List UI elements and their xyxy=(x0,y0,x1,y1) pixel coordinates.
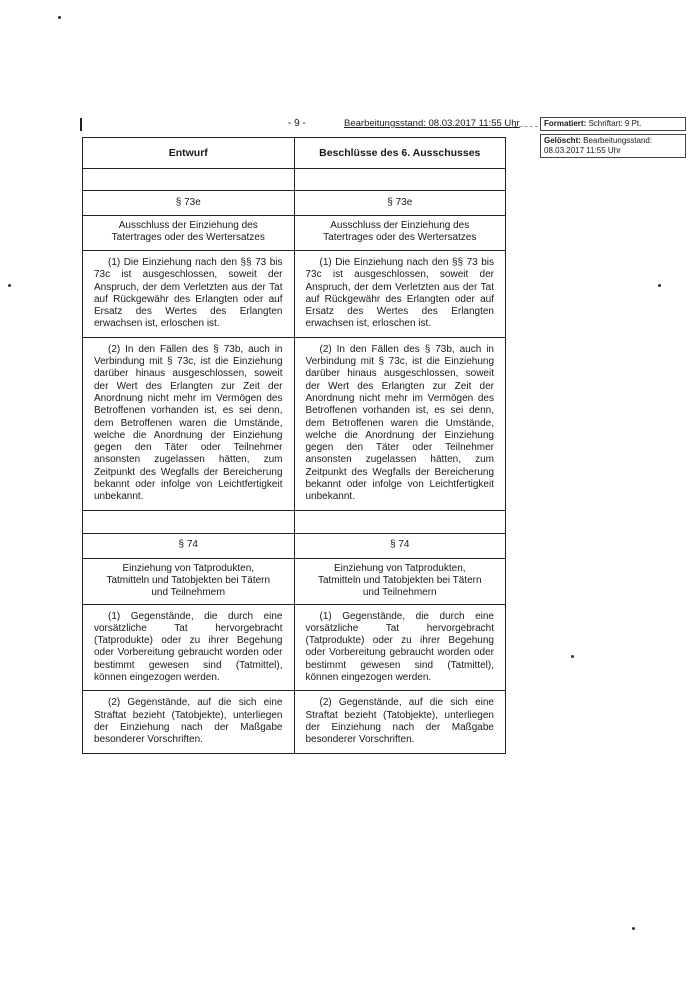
paragraph-text: (2) Gegenstände, auf die sich eine Straftat bezieht (Tatobjekte), unterliegen der Einziehung nach der Maßgabe besonderer Vorschriften. xyxy=(294,691,506,753)
column-header-beschluesse: Beschlüsse des 6. Ausschusses xyxy=(294,138,506,169)
synopsis-table xyxy=(82,137,506,754)
margin-note-formatted[interactable] xyxy=(540,117,686,131)
section-number: § 74 xyxy=(83,533,295,558)
table-header-row xyxy=(83,138,506,169)
table-cell xyxy=(294,169,506,191)
table-row xyxy=(83,337,506,510)
section-title: Einziehung von Tatprodukten, Tatmitteln und Tatobjekten bei Tätern und Teilnehmern xyxy=(294,558,506,604)
table-cell xyxy=(294,510,506,533)
scan-speck xyxy=(8,284,11,287)
margin-notes xyxy=(540,117,686,161)
section-number: § 74 xyxy=(294,533,506,558)
paragraph-text: (2) In den Fällen des § 73b, auch in Verbindung mit § 73c, ist die Einziehung darüber hinaus ausgeschlossen, soweit der Wert des Erlangten zur Zeit der Anordnung nicht mehr im Vermögen des Betroffenen vorhanden ist, es sei denn, dem Betroffenen waren die Umstände, welche die Anordnung der Einziehung gegen den Täter oder Teilnehmer ansonsten zugelassen hätten, zum Zeitpunkt des Wegfalls der Bereicherung bekannt oder infolge von Leichtfertigkeit unbekannt. xyxy=(83,337,295,510)
paragraph-text: (1) Die Einziehung nach den §§ 73 bis 73c ist ausgeschlossen, soweit der Anspruch, der dem Verletzten aus der Tat auf Rückgewähr des Erlangten oder auf Ersatz des Wertes des Erlangten erwachsen ist, erloschen ist. xyxy=(83,251,295,338)
section-number: § 73e xyxy=(83,191,295,216)
table-row xyxy=(83,169,506,191)
column-header-entwurf: Entwurf xyxy=(83,138,295,169)
paragraph-text: (1) Die Einziehung nach den §§ 73 bis 73c ist ausgeschlossen, soweit der Anspruch, der dem Verletzten aus der Tat auf Rückgewähr des Erlangten oder auf Ersatz des Wertes des Erlangten erwachsen ist, erloschen ist. xyxy=(294,251,506,338)
paragraph-text: (1) Gegenstände, die durch eine vorsätzliche Tat hervorgebracht (Tatprodukte) oder zu ihrer Begehung oder Vorbereitung gebraucht worden oder bestimmt gewesen sind (Tatmittel), können eingezogen werden. xyxy=(294,604,506,691)
scan-speck xyxy=(58,16,61,19)
table-row xyxy=(83,191,506,216)
table-row xyxy=(83,251,506,338)
table-row xyxy=(83,558,506,604)
margin-note-label: Gelöscht: xyxy=(544,136,581,145)
change-bar xyxy=(80,118,82,131)
table-row xyxy=(83,533,506,558)
section-number: § 73e xyxy=(294,191,506,216)
table-row xyxy=(83,216,506,251)
status-stamp: Bearbeitungsstand: 08.03.2017 11:55 Uhr xyxy=(344,118,520,129)
paragraph-text: (2) Gegenstände, auf die sich eine Straftat bezieht (Tatobjekte), unterliegen der Einziehung nach der Maßgabe besonderer Vorschriften. xyxy=(83,691,295,753)
margin-note-text: Bearbeitungsstand: 08.03.2017 11:55 Uhr xyxy=(544,136,653,155)
table-cell xyxy=(83,169,295,191)
table-cell xyxy=(83,510,295,533)
paragraph-text: (2) In den Fällen des § 73b, auch in Verbindung mit § 73c, ist die Einziehung darüber hinaus ausgeschlossen, soweit der Wert des Erlangten zur Zeit der Anordnung nicht mehr im Vermögen des Betroffenen vorhanden ist, es sei denn, dem Betroffenen waren die Umstände, welche die Anordnung der Einziehung gegen den Täter oder Teilnehmer ansonsten zugelassen hätten, zum Zeitpunkt des Wegfalls der Bereicherung bekannt oder infolge von Leichtfertigkeit unbekannt. xyxy=(294,337,506,510)
table-row xyxy=(83,604,506,691)
section-title: Ausschluss der Einziehung des Tatertrages oder des Wertersatzes xyxy=(294,216,506,251)
section-title: Einziehung von Tatprodukten, Tatmitteln und Tatobjekten bei Tätern und Teilnehmern xyxy=(83,558,295,604)
margin-note-label: Formatiert: xyxy=(544,119,587,128)
margin-note-deleted[interactable] xyxy=(540,134,686,158)
scan-speck xyxy=(658,284,661,287)
section-title: Ausschluss der Einziehung des Tatertrages oder des Wertersatzes xyxy=(83,216,295,251)
margin-note-text: Schriftart: 9 Pt. xyxy=(588,119,642,128)
table-row xyxy=(83,510,506,533)
table-row xyxy=(83,691,506,753)
paragraph-text: (1) Gegenstände, die durch eine vorsätzliche Tat hervorgebracht (Tatprodukte) oder zu ihrer Begehung oder Vorbereitung gebraucht worden oder bestimmt gewesen sind (Tatmittel), können eingezogen werden. xyxy=(83,604,295,691)
comment-connector xyxy=(514,126,538,127)
scan-speck xyxy=(632,927,635,930)
page-number: - 9 - xyxy=(288,118,306,129)
scan-speck xyxy=(571,655,574,658)
